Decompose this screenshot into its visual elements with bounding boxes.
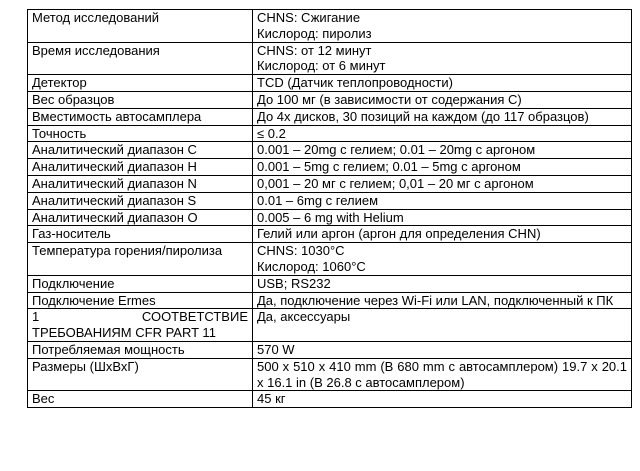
- parameter-label: Температура горения/пиролиза: [32, 243, 223, 259]
- parameter-label: Вес образцов: [32, 91, 115, 107]
- parameter-cell: [28, 159, 253, 176]
- parameter-cell: [28, 142, 253, 159]
- parameter-label: Газ-носитель: [32, 226, 111, 242]
- parameter-value: До 100 мг (в зависимости от содержания С): [257, 91, 522, 107]
- parameter-label: Вес: [32, 391, 55, 407]
- parameter-value: 570 W: [257, 341, 295, 357]
- parameter-label: Подключение: [32, 275, 115, 291]
- parameter-value: 0.01 – 6mg с гелием: [257, 192, 379, 208]
- table-row: [28, 209, 632, 226]
- value-cell: [253, 91, 632, 108]
- parameter-cell: [28, 42, 253, 75]
- table-row: [28, 175, 632, 192]
- parameter-label: ТРЕБОВАНИЯМ CFR PART 11: [32, 325, 216, 341]
- parameter-cell: [28, 75, 253, 92]
- parameter-value: 0,001 – 20 мг с гелием; 0,01 – 20 мг с аргоном: [257, 175, 534, 191]
- parameter-cell: [28, 358, 253, 391]
- value-cell: [253, 108, 632, 125]
- table-row: [28, 159, 632, 176]
- value-cell: [253, 209, 632, 226]
- parameter-value: ≤ 0.2: [257, 125, 286, 141]
- table-row: [28, 243, 632, 276]
- parameter-label: Аналитический диапазон С: [32, 142, 197, 158]
- value-cell: [253, 159, 632, 176]
- parameter-value: 0.001 – 5mg с гелием; 0.01 – 5mg с аргоном: [257, 159, 521, 175]
- table-row: [28, 75, 632, 92]
- parameter-cell: [28, 292, 253, 309]
- parameter-label: Аналитический диапазон H: [32, 159, 197, 175]
- parameter-value: Кислород: от 6 минут: [257, 58, 386, 74]
- parameter-cell: [28, 175, 253, 192]
- table-row: [28, 108, 632, 125]
- parameter-cell: [28, 391, 253, 408]
- parameter-label: Размеры (ШхВхГ): [32, 358, 139, 374]
- parameter-label: Метод исследований: [32, 10, 160, 25]
- parameter-value: USB; RS232: [257, 275, 331, 291]
- parameter-value: 0.001 – 20mg с гелием; 0.01 – 20mg с аргоном: [257, 142, 536, 158]
- parameter-label: Точность: [32, 125, 87, 141]
- parameter-value: Да, подключение через Wi-Fi или LAN, подключенный к ПК: [257, 292, 614, 308]
- parameter-value: Да, аксессуары: [257, 309, 351, 325]
- parameter-value: 45 кг: [257, 391, 286, 407]
- table-row: [28, 125, 632, 142]
- value-cell: [253, 192, 632, 209]
- table-row: [28, 391, 632, 408]
- specifications-table-body: [28, 10, 632, 408]
- value-cell: [253, 142, 632, 159]
- table-row: [28, 226, 632, 243]
- parameter-value: CHNS: 1030°C: [257, 243, 345, 259]
- table-row: [28, 309, 632, 342]
- parameter-label: Потребляемая мощность: [32, 341, 185, 357]
- value-cell: [253, 75, 632, 92]
- value-cell: [253, 275, 632, 292]
- parameter-cell: [28, 275, 253, 292]
- value-cell: [253, 175, 632, 192]
- parameter-value: 0.005 – 6 mg with Helium: [257, 209, 404, 225]
- table-row: [28, 42, 632, 75]
- parameter-cell: [28, 341, 253, 358]
- parameter-label: Время исследования: [32, 42, 160, 58]
- table-row: [28, 142, 632, 159]
- value-cell: [253, 226, 632, 243]
- value-cell: [253, 309, 632, 342]
- value-cell: [253, 42, 632, 75]
- parameter-label: Подключение Ermes: [32, 292, 156, 308]
- parameter-value: 500 x 510 x 410 mm (В 680 mm с автосамплером) 19.7 x 20.1 x 16.1 in (В 26.8 с автосамплером): [257, 358, 627, 390]
- parameter-label: Вместимость автосамплера: [32, 108, 202, 124]
- value-cell: [253, 125, 632, 142]
- parameter-label: 1 СООТВЕТСТВИЕ: [32, 309, 248, 325]
- value-cell: [253, 391, 632, 408]
- parameter-value: TCD (Датчик теплопроводности): [257, 75, 453, 91]
- parameter-value: CHNS: Сжигание: [257, 10, 361, 25]
- parameter-cell: [28, 125, 253, 142]
- table-row: [28, 341, 632, 358]
- parameter-label: Аналитический диапазон O: [32, 209, 198, 225]
- value-cell: [253, 292, 632, 309]
- parameter-cell: [28, 243, 253, 276]
- table-row: [28, 91, 632, 108]
- table-row: [28, 292, 632, 309]
- parameter-label: Аналитический диапазон S: [32, 192, 197, 208]
- value-cell: [253, 243, 632, 276]
- value-cell: [253, 341, 632, 358]
- parameter-cell: [28, 209, 253, 226]
- value-cell: [253, 10, 632, 43]
- parameter-value: До 4х дисков, 30 позиций на каждом (до 117 образцов): [257, 108, 589, 124]
- table-row: [28, 275, 632, 292]
- parameter-cell: [28, 309, 253, 342]
- table-row: [28, 358, 632, 391]
- parameter-value: Кислород: пиролиз: [257, 25, 372, 41]
- value-cell: [253, 358, 632, 391]
- parameter-label: Аналитический диапазон N: [32, 175, 197, 191]
- parameter-cell: [28, 91, 253, 108]
- parameter-value: Кислород: 1060°C: [257, 258, 366, 274]
- table-row: [28, 10, 632, 43]
- parameter-cell: [28, 226, 253, 243]
- parameter-cell: [28, 10, 253, 43]
- specifications-table: [27, 9, 632, 408]
- table-row: [28, 192, 632, 209]
- parameter-cell: [28, 108, 253, 125]
- parameter-value: CHNS: от 12 минут: [257, 42, 372, 58]
- parameter-value: Гелий или аргон (аргон для определения CHN): [257, 226, 541, 242]
- parameter-cell: [28, 192, 253, 209]
- parameter-label: Детектор: [32, 75, 87, 91]
